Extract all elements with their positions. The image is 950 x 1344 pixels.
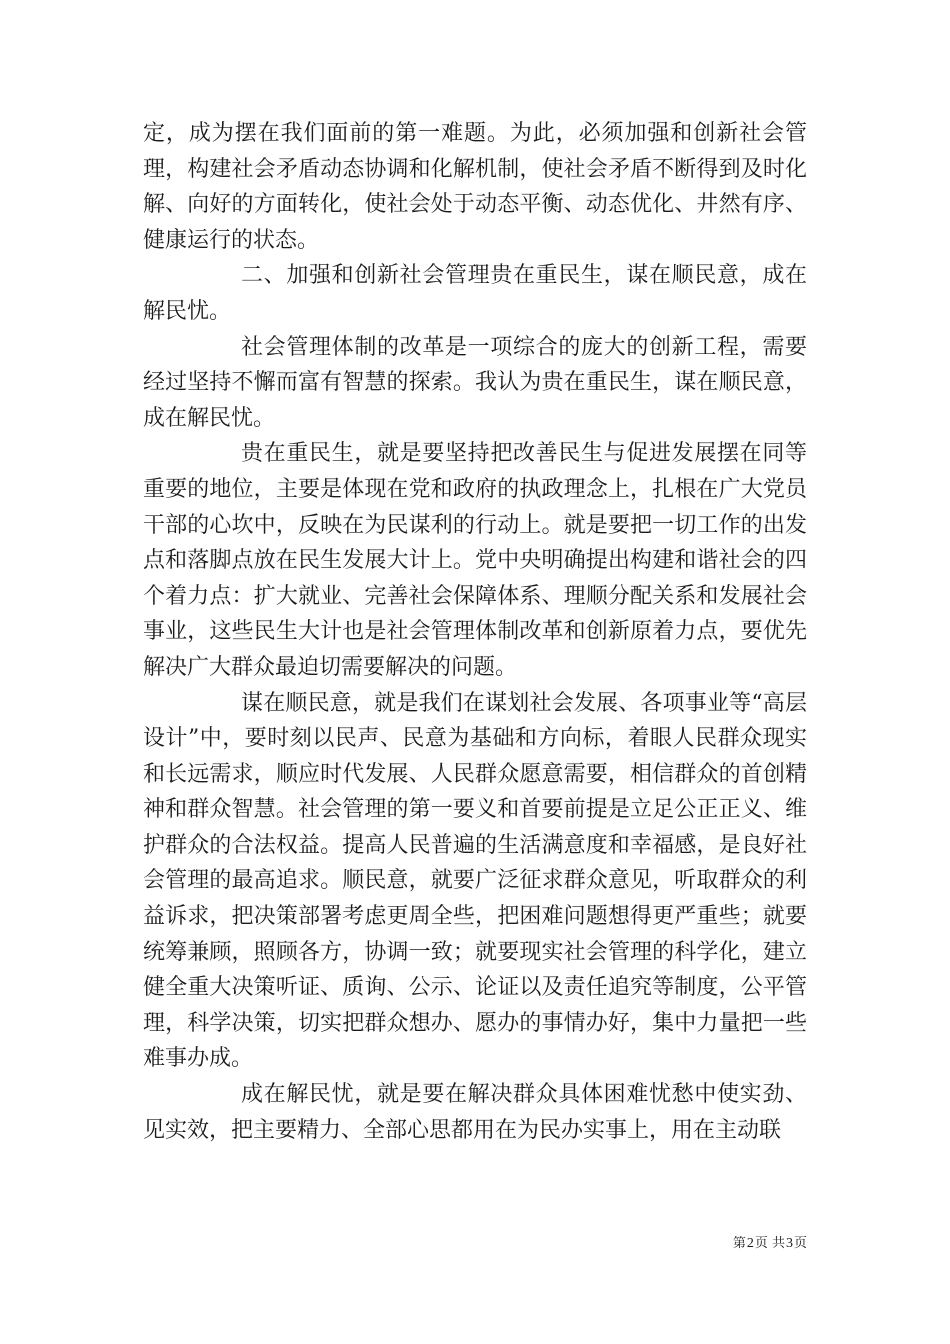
total-pages-number: 3: [785, 1236, 793, 1251]
section-heading: 二、加强和创新社会管理贵在重民生，谋在顺民意，成在解民忧。: [143, 263, 807, 324]
paragraph-continuation: 定，成为摆在我们面前的第一难题。为此，必须加强和创新社会管理，构建社会矛盾动态协调和化解机制，使社会矛盾不断得到及时化解、向好的方面转化，使社会处于动态平衡、动态优化、井然有序、健康运行的状态。: [143, 121, 807, 253]
footer-prefix: 第: [732, 1236, 746, 1251]
paragraph: 贵在重民生，就是要坚持把改善民生与促进发展摆在同等重要的地位，主要是体现在党和政府的执政理念上，扎根在广大党员干部的心坎中，反映在为民谋利的行动上。就是要把一切工作的出发点和落脚点放在民生发展大计上。党中央明确提出构建和谐社会的四个着力点：扩大就业、完善社会保障体系、理顺分配关系和发展社会事业，这些民生大计也是社会管理体制改革和创新原着力点，要优先解决广大群众最迫切需要解决的问题。: [143, 441, 807, 680]
paragraph: 社会管理体制的改革是一项综合的庞大的创新工程，需要经过坚持不懈而富有智慧的探索。我认为贵在重民生，谋在顺民意，成在解民忧。: [143, 334, 807, 431]
current-page-number: 2: [746, 1236, 754, 1251]
paragraph: 谋在顺民意，就是我们在谋划社会发展、各项事业等“高层设计”中，要时刻以民声、民意为基础和方向标，着眼人民群众现实和长远需求，顺应时代发展、人民群众愿意需要，相信群众的首创精神和群众智慧。社会管理的第一要义和首要前提是立足公正正义、维护群众的合法权益。提高人民普遍的生活满意度和幸福感，是良好社会管理的最高追求。顺民意，就要广泛征求群众意见，听取群众的利益诉求，把决策部署考虑更周全些，把困难问题想得更严重些；就要统筹兼顾，照顾各方，协调一致；就要现实社会管理的科学化，建立健全重大决策听证、质询、公示、论证以及责任追究等制度，公平管理，科学决策，切实把群众想办、愿办的事情办好，集中力量把一些难事办成。: [143, 690, 807, 1072]
page-footer: [733, 1232, 807, 1252]
document-body: [143, 116, 807, 1148]
footer-middle: 页 共: [754, 1236, 785, 1251]
paragraph: 成在解民忧，就是要在解决群众具体困难忧愁中使实劲、见实效，把主要精力、全部心思都用在为民办实事上，用在主动联: [143, 1082, 807, 1143]
footer-suffix: 页: [793, 1236, 807, 1251]
